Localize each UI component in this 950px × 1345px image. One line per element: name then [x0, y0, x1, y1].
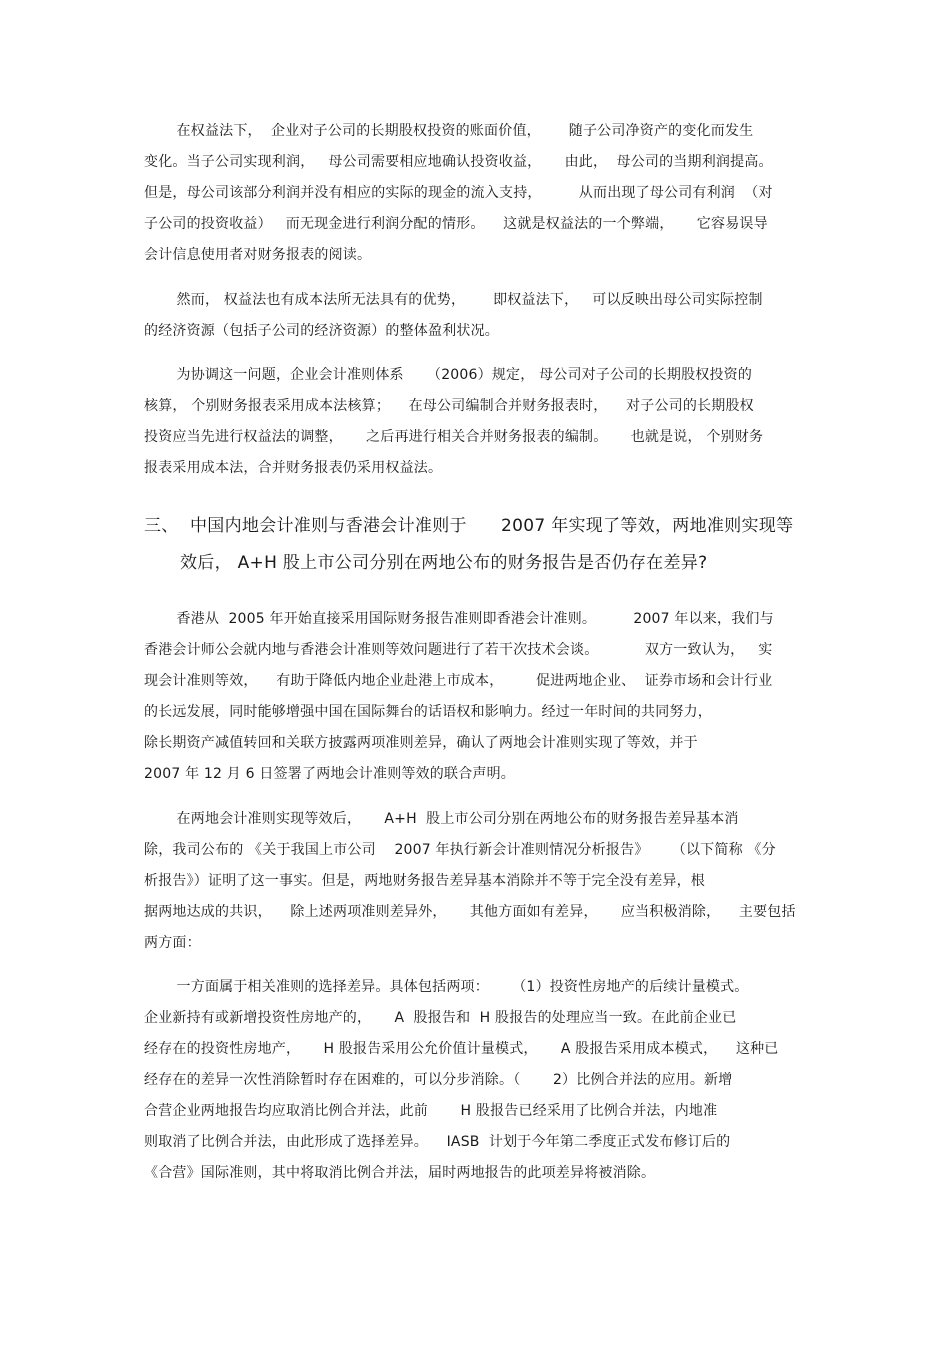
text-line: 为协调这一问题，企业会计准则体系 （2006）规定， 母公司对子公司的长期股权投资的 [144, 367, 753, 383]
text-line: 变化。当子公司实现利润， 母公司需要相应地确认投资收益， 由此， 母公司的当期利润提高。 [144, 154, 773, 170]
section-heading-line: 三、 中国内地会计准则与香港会计准则于 2007 年实现了等效，两地准则实现等 [144, 516, 794, 536]
text-line: 2007 年 12 月 6 日签署了两地会计准则等效的联合声明。 [144, 766, 516, 782]
text-line: 一方面属于相关准则的选择差异。具体包括两项： （1）投资性房地产的后续计量模式。 [144, 979, 749, 995]
text-line: 香港从 2005 年开始直接采用国际财务报告准则即香港会计准则。 2007 年以来，我们与 [144, 611, 774, 627]
text-line: 然而， 权益法也有成本法所无法具有的优势， 即权益法下， 可以反映出母公司实际控制 [144, 292, 763, 308]
text-line: 报表采用成本法，合并财务报表仍采用权益法。 [144, 460, 443, 476]
text-line: 但是，母公司该部分利润并没有相应的实际的现金的流入支持， 从而出现了母公司有利润 （对 [144, 185, 773, 201]
text-line: 子公司的投资收益） 而无现金进行利润分配的情形。 这就是权益法的一个弊端， 它容易误导 [144, 216, 768, 232]
text-line: 析报告》）证明了这一事实。但是，两地财务报告差异基本消除并不等于完全没有差异，根 [144, 873, 705, 889]
text-line: 香港会计师公会就内地与香港会计准则等效问题进行了若干次技术会谈。 双方一致认为， 实 [144, 642, 773, 658]
text-line: 经存在的投资性房地产， H 股报告采用公允价值计量模式， A 股报告采用成本模式， 这种已 [144, 1041, 779, 1057]
text-line: 经存在的差异一次性消除暂时存在困难的，可以分步消除。（ 2）比例合并法的应用。新增 [144, 1072, 733, 1088]
text-line: 核算， 个别财务报表采用成本法核算； 在母公司编制合并财务报表时， 对子公司的长期股权 [144, 398, 754, 414]
text-line: 的长远发展，同时能够增强中国在国际舞台的话语权和影响力。经过一年时间的共同努力， [144, 704, 712, 720]
text-line: 在两地会计准则实现等效后， A+H 股上市公司分别在两地公布的财务报告差异基本消 [144, 811, 739, 827]
text-line: 企业新持有或新增投资性房地产的， A 股报告和 H 股报告的处理应当一致。在此前企业已 [144, 1010, 737, 1026]
text-line: 除长期资产减值转回和关联方披露两项准则差异，确认了两地会计准则实现了等效，并于 [144, 735, 698, 751]
text-line: 合营企业两地报告均应取消比例合并法，此前 H 股报告已经采用了比例合并法，内地准 [144, 1103, 718, 1119]
text-line: 的经济资源（包括子公司的经济资源）的整体盈利状况。 [144, 323, 499, 339]
text-line: 据两地达成的共识， 除上述两项准则差异外， 其他方面如有差异， 应当积极消除， 主要包括 [144, 904, 796, 920]
text-line: 除，我司公布的 《关于我国上市公司 2007 年执行新会计准则情况分析报告》 （以下简称 《分 [144, 842, 776, 858]
text-line: 两方面： [144, 935, 201, 951]
text-line: 现会计准则等效， 有助于降低内地企业赴港上市成本， 促进两地企业、 证券市场和会计行业 [144, 673, 773, 689]
text-line: 《合营》国际准则，其中将取消比例合并法，届时两地报告的此项差异将被消除。 [144, 1165, 656, 1181]
text-line: 会计信息使用者对财务报表的阅读。 [144, 247, 372, 263]
section-heading-line: 效后， A+H 股上市公司分别在两地公布的财务报告是否仍存在差异? [180, 553, 708, 573]
text-line: 在权益法下， 企业对子公司的长期股权投资的账面价值， 随子公司净资产的变化而发生 [144, 123, 754, 139]
text-line: 投资应当先进行权益法的调整， 之后再进行相关合并财务报表的编制。 也就是说， 个别财务 [144, 429, 764, 445]
text-line: 则取消了比例合并法，由此形成了选择差异。 IASB 计划于今年第二季度正式发布修订后的 [144, 1134, 731, 1150]
